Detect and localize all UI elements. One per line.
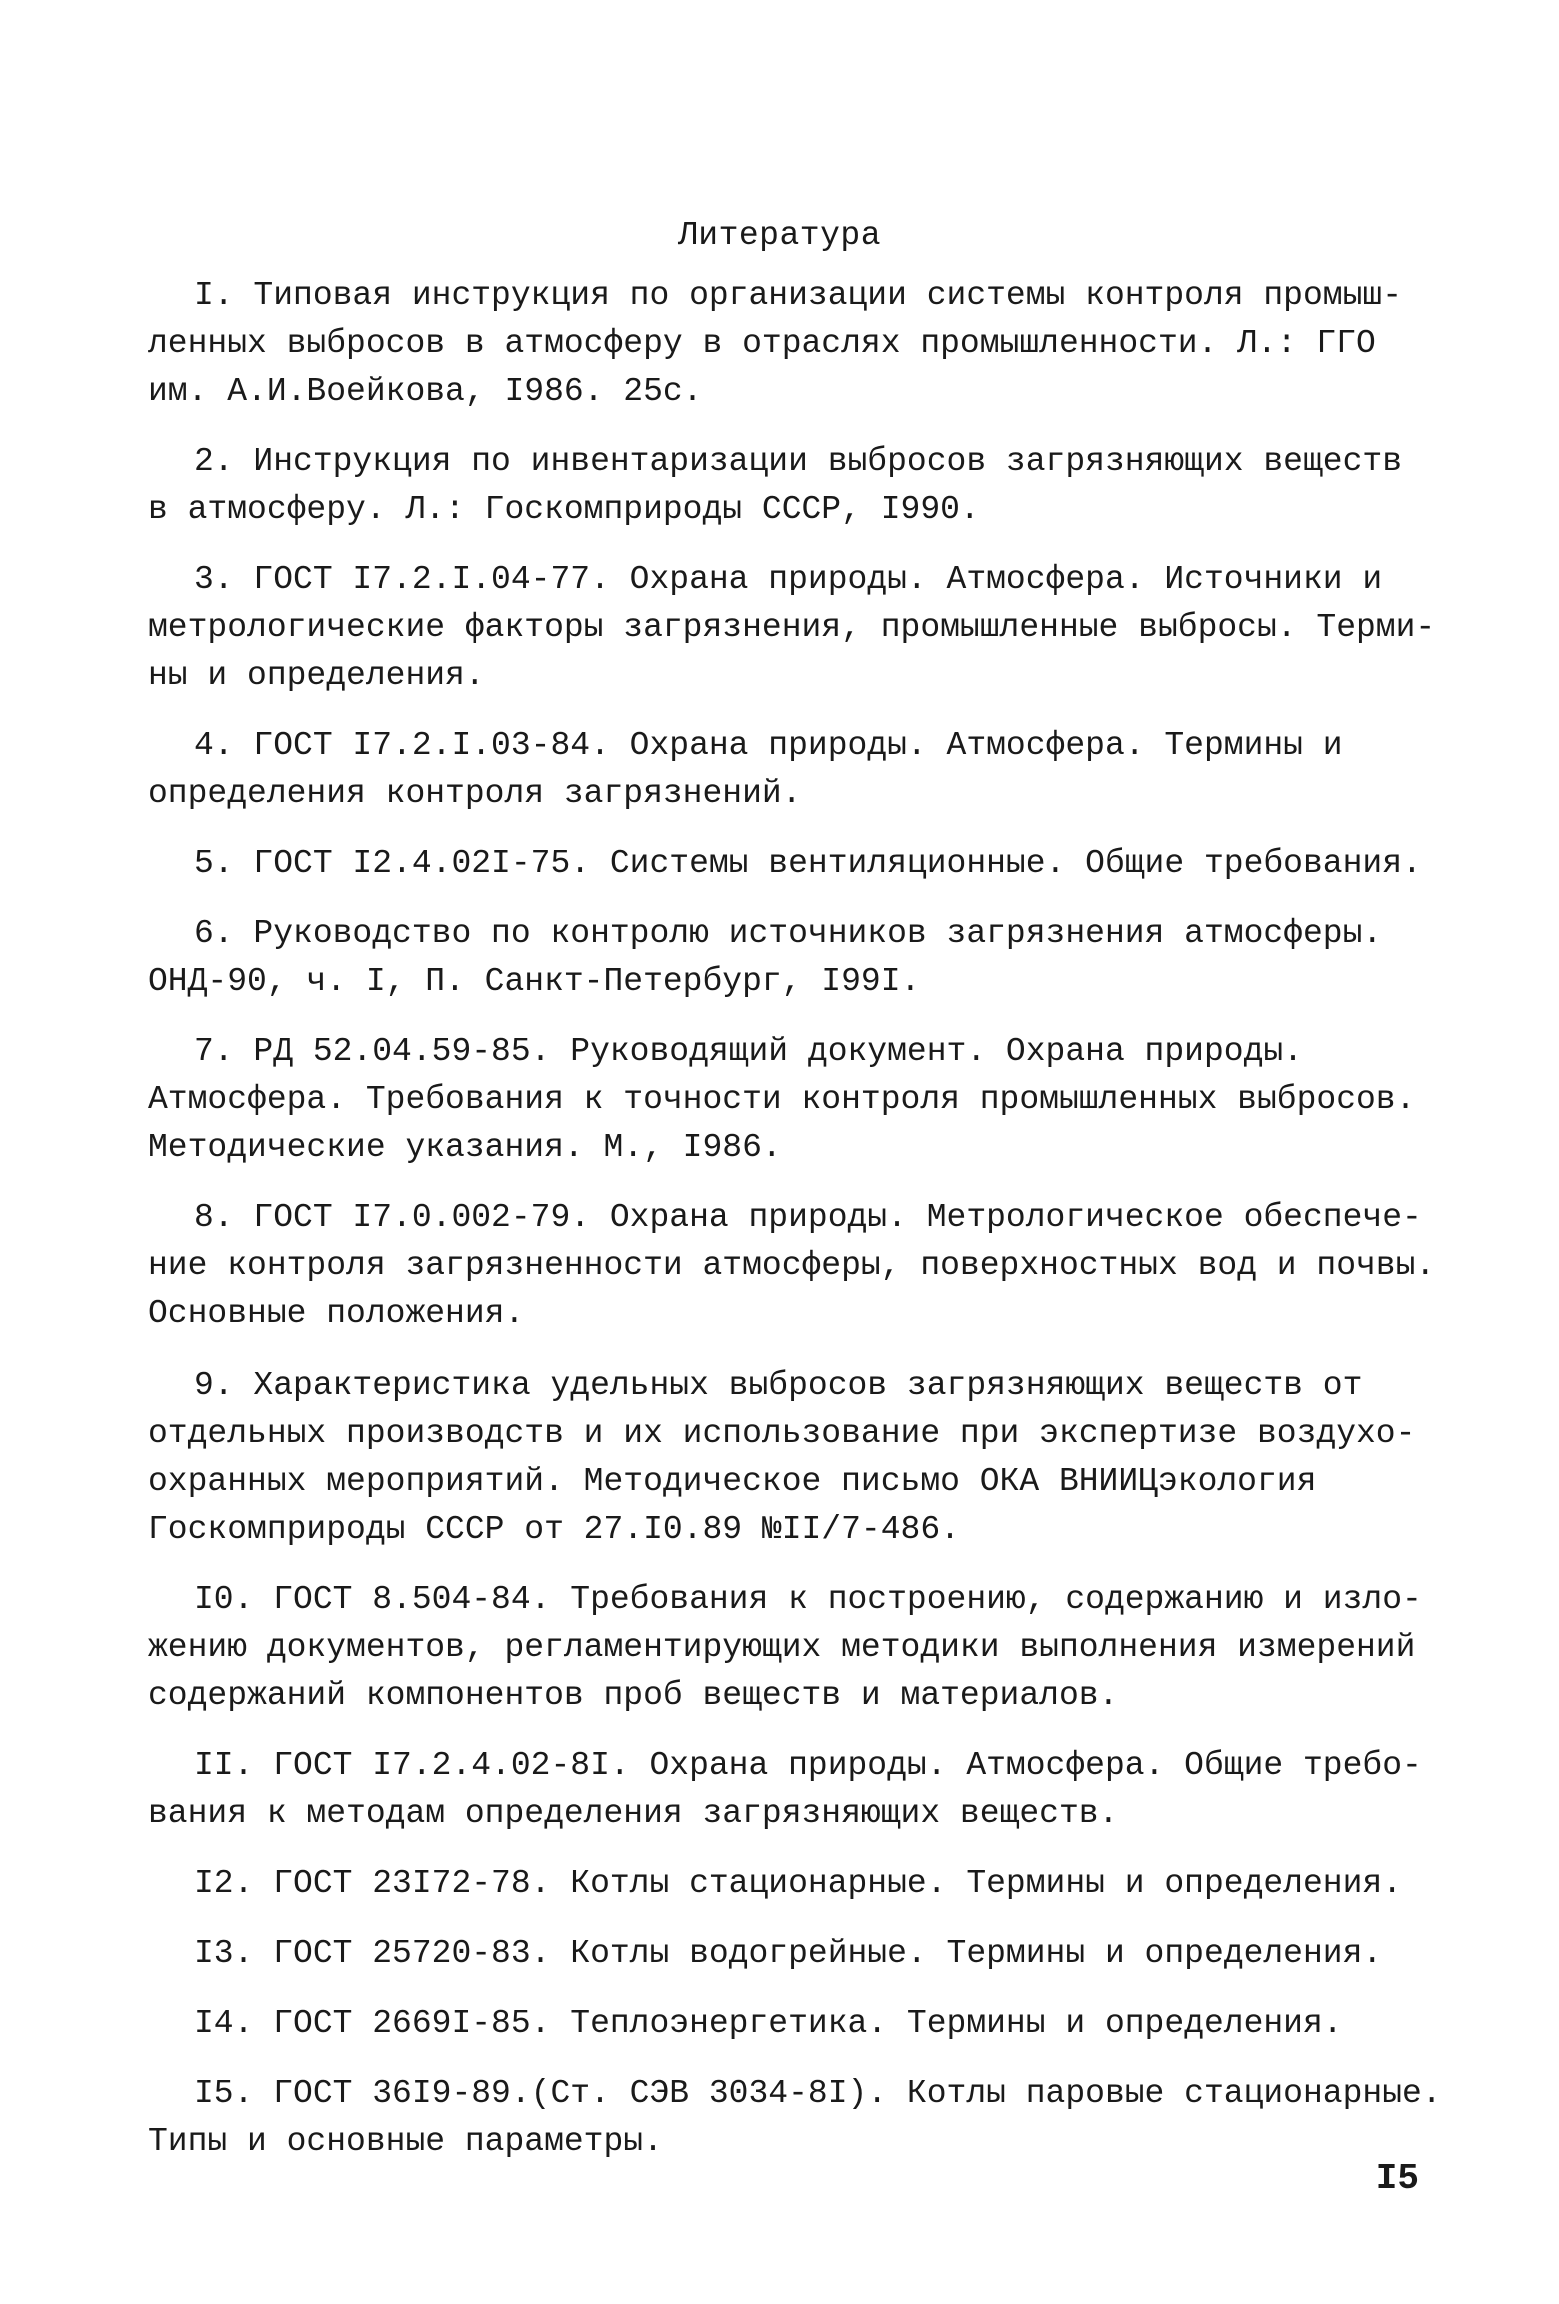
reference-item (148, 1742, 1423, 1838)
reference-line: II. ГОСТ I7.2.4.02-8I. Охрана природы. Атмосфера. Общие требо- (194, 1747, 1422, 1784)
reference-line: определения контроля загрязнений. (148, 775, 802, 812)
reference-line: 6. Руководство по контролю источников загрязнения атмосферы. (194, 915, 1383, 952)
reference-line: I0. ГОСТ 8.504-84. Требования к построению, содержанию и изло- (194, 1581, 1422, 1618)
reference-line: вания к методам определения загрязняющих веществ. (148, 1795, 1119, 1832)
reference-line: 2. Инструкция по инвентаризации выбросов загрязняющих веществ (194, 443, 1402, 480)
reference-line: I5. ГОСТ 36I9-89.(Ст. СЭВ 3034-8I). Котлы паровые стационарные. (194, 2075, 1442, 2112)
reference-list (148, 272, 1442, 2166)
reference-item (148, 2000, 1423, 2048)
reference-line: Основные положения. (148, 1295, 525, 1332)
reference-item (148, 1362, 1423, 1554)
reference-line: в атмосферу. Л.: Госкомприроды СССР, I990. (148, 491, 980, 528)
reference-line: Госкомприроды СССР от 27.I0.89 №II/7-486. (148, 1511, 960, 1548)
reference-line: 9. Характеристика удельных выбросов загрязняющих веществ от (194, 1367, 1363, 1404)
reference-line: I. Типовая инструкция по организации системы контроля промыш- (194, 277, 1402, 314)
reference-line: отдельных производств и их использование при экспертизе воздухо- (148, 1415, 1416, 1452)
reference-line: 5. ГОСТ I2.4.02I-75. Системы вентиляционные. Общие требования. (194, 845, 1422, 882)
reference-line: 4. ГОСТ I7.2.I.03-84. Охрана природы. Атмосфера. Термины и (194, 727, 1343, 764)
page-number: I5 (1375, 2158, 1419, 2199)
reference-item (148, 2070, 1442, 2166)
reference-line: Методические указания. М., I986. (148, 1129, 782, 1166)
reference-item (148, 272, 1423, 416)
reference-line: 8. ГОСТ I7.0.002-79. Охрана природы. Метрологическое обеспече- (194, 1199, 1422, 1236)
reference-item (148, 1576, 1423, 1720)
reference-line: ленных выбросов в атмосферу в отраслях промышленности. Л.: ГГО (148, 325, 1376, 362)
reference-item (148, 1930, 1423, 1978)
reference-line: ОНД-90, ч. I, П. Санкт-Петербург, I99I. (148, 963, 921, 1000)
reference-line: 3. ГОСТ I7.2.I.04-77. Охрана природы. Атмосфера. Источники и (194, 561, 1383, 598)
reference-line: жению документов, регламентирующих методики выполнения измерений (148, 1629, 1416, 1666)
reference-item (148, 438, 1423, 534)
reference-line: метрологические факторы загрязнения, промышленные выбросы. Терми- (148, 609, 1436, 646)
reference-line: I4. ГОСТ 2669I-85. Теплоэнергетика. Термины и определения. (194, 2005, 1343, 2042)
reference-line: 7. РД 52.04.59-85. Руководящий документ. Охрана природы. (194, 1033, 1303, 1070)
reference-item (148, 1860, 1423, 1908)
reference-line: I3. ГОСТ 25720-83. Котлы водогрейные. Термины и определения. (194, 1935, 1383, 1972)
reference-line: Типы и основные параметры. (148, 2123, 663, 2160)
reference-line: им. А.И.Воейкова, I986. 25с. (148, 373, 703, 410)
reference-line: I2. ГОСТ 23I72-78. Котлы стационарные. Термины и определения. (194, 1865, 1402, 1902)
reference-item (148, 1028, 1423, 1172)
reference-item (148, 1194, 1436, 1338)
reference-line: содержаний компонентов проб веществ и материалов. (148, 1677, 1119, 1714)
reference-item (148, 840, 1423, 888)
reference-item (148, 556, 1436, 700)
reference-line: охранных мероприятий. Методическое письмо ОКА ВНИИЦэкология (148, 1463, 1317, 1500)
reference-item (148, 910, 1423, 1006)
reference-line: ны и определения. (148, 657, 485, 694)
reference-line: Атмосфера. Требования к точности контроля промышленных выбросов. (148, 1081, 1416, 1118)
reference-line: ние контроля загрязненности атмосферы, поверхностных вод и почвы. (148, 1247, 1436, 1284)
page-title: Литература (677, 217, 882, 254)
reference-item (148, 722, 1423, 818)
